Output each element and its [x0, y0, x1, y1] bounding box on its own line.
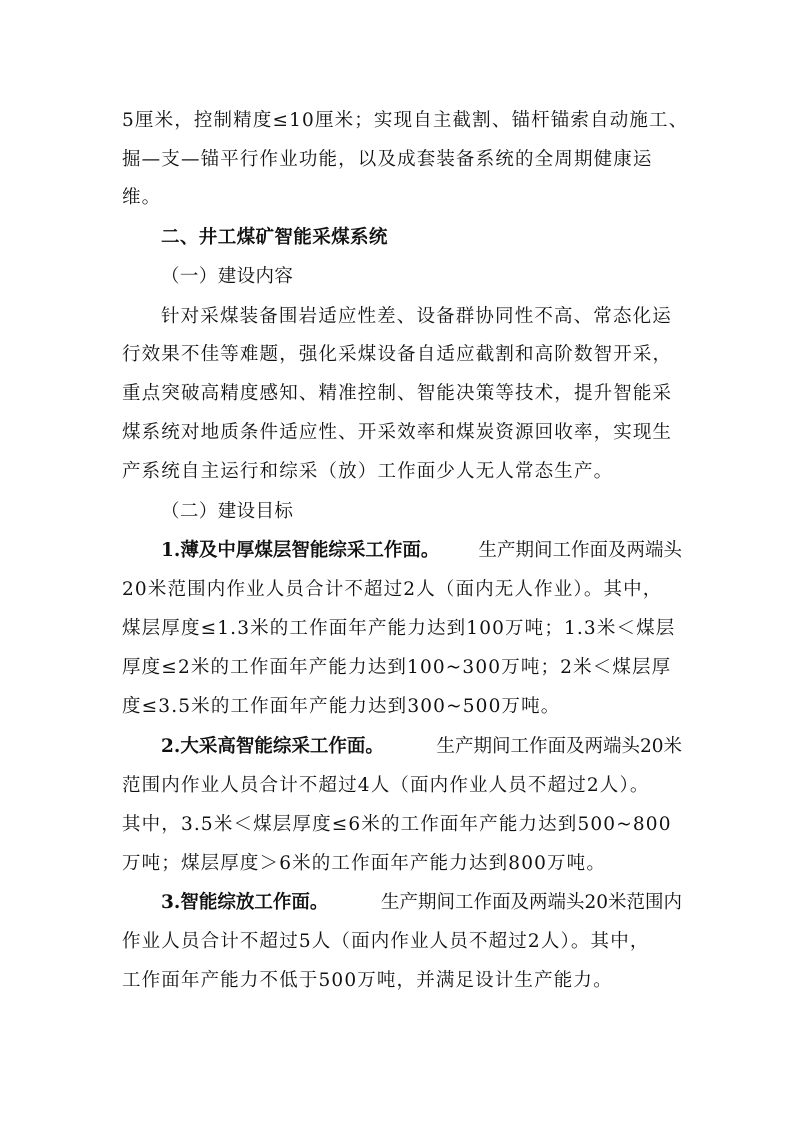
target-heading-lead: 2.大采高智能综采工作面。 [161, 736, 384, 757]
body-text-line: 煤层厚度≤1.3米的工作面年产能力达到100万吨；1.3米＜煤层 [122, 618, 676, 639]
body-text-line: 20米范围内作业人员合计不超过2人（面内无人作业）。其中， [122, 579, 663, 600]
body-text-line: 作业人员合计不超过5人（面内作业人员不超过2人）。其中， [122, 931, 650, 952]
body-text-line: 其中，3.5米＜煤层厚度≤6米的工作面年产能力达到500~800 [122, 814, 672, 835]
body-text-line: 重点突破高精度感知、精准控制、智能决策等技术，提升智能采 [122, 383, 673, 404]
subsection-heading: （二）建设目标 [161, 501, 294, 522]
body-text-line: 万吨；煤层厚度＞6米的工作面年产能力达到800万吨。 [122, 853, 606, 874]
target-paragraph-first-line [161, 536, 682, 566]
subsection-heading: （一）建设内容 [161, 266, 294, 287]
body-text-segment: 生产期间工作面及两端头20米 [436, 736, 682, 757]
body-text-line: 维。 [122, 187, 162, 208]
body-text-line: 5厘米，控制精度≤10厘米；实现自主截割、锚杆锚索自动施工、 [122, 110, 689, 131]
body-text-line: 煤系统对地质条件适应性、开采效率和煤炭资源回收率，实现生 [122, 422, 673, 443]
target-paragraph-first-line [161, 888, 682, 918]
target-heading-lead: 3.智能综放工作面。 [161, 892, 329, 913]
body-text-line: 掘—支—锚平行作业功能，以及成套装备系统的全周期健康运 [122, 149, 653, 170]
body-text-line: 度≤3.5米的工作面年产能力达到300~500万吨。 [122, 696, 561, 717]
body-text-line: 针对采煤装备围岩适应性差、设备群协同性不高、常态化运 [161, 306, 672, 327]
body-text-segment: 生产期间工作面及两端头 [478, 540, 682, 561]
body-text-line: 工作面年产能力不低于500万吨，并满足设计生产能力。 [122, 970, 613, 991]
body-text-line: 厚度≤2米的工作面年产能力达到100~300万吨；2米＜煤层厚 [122, 657, 672, 678]
section-heading: 二、井工煤矿智能采煤系统 [161, 227, 388, 248]
target-paragraph-first-line [161, 732, 682, 762]
target-heading-lead: 1.薄及中厚煤层智能综采工作面。 [161, 540, 440, 561]
body-text-line: 产系统自主运行和综采（放）工作面少人无人常态生产。 [122, 461, 614, 482]
body-text-segment: 生产期间工作面及两端头20米范围内 [380, 892, 682, 913]
body-text-line: 行效果不佳等难题，强化采煤设备自适应截割和高阶数智开采， [122, 344, 673, 365]
body-text-line: 范围内作业人员合计不超过4人（面内作业人员不超过2人）。 [122, 775, 650, 796]
